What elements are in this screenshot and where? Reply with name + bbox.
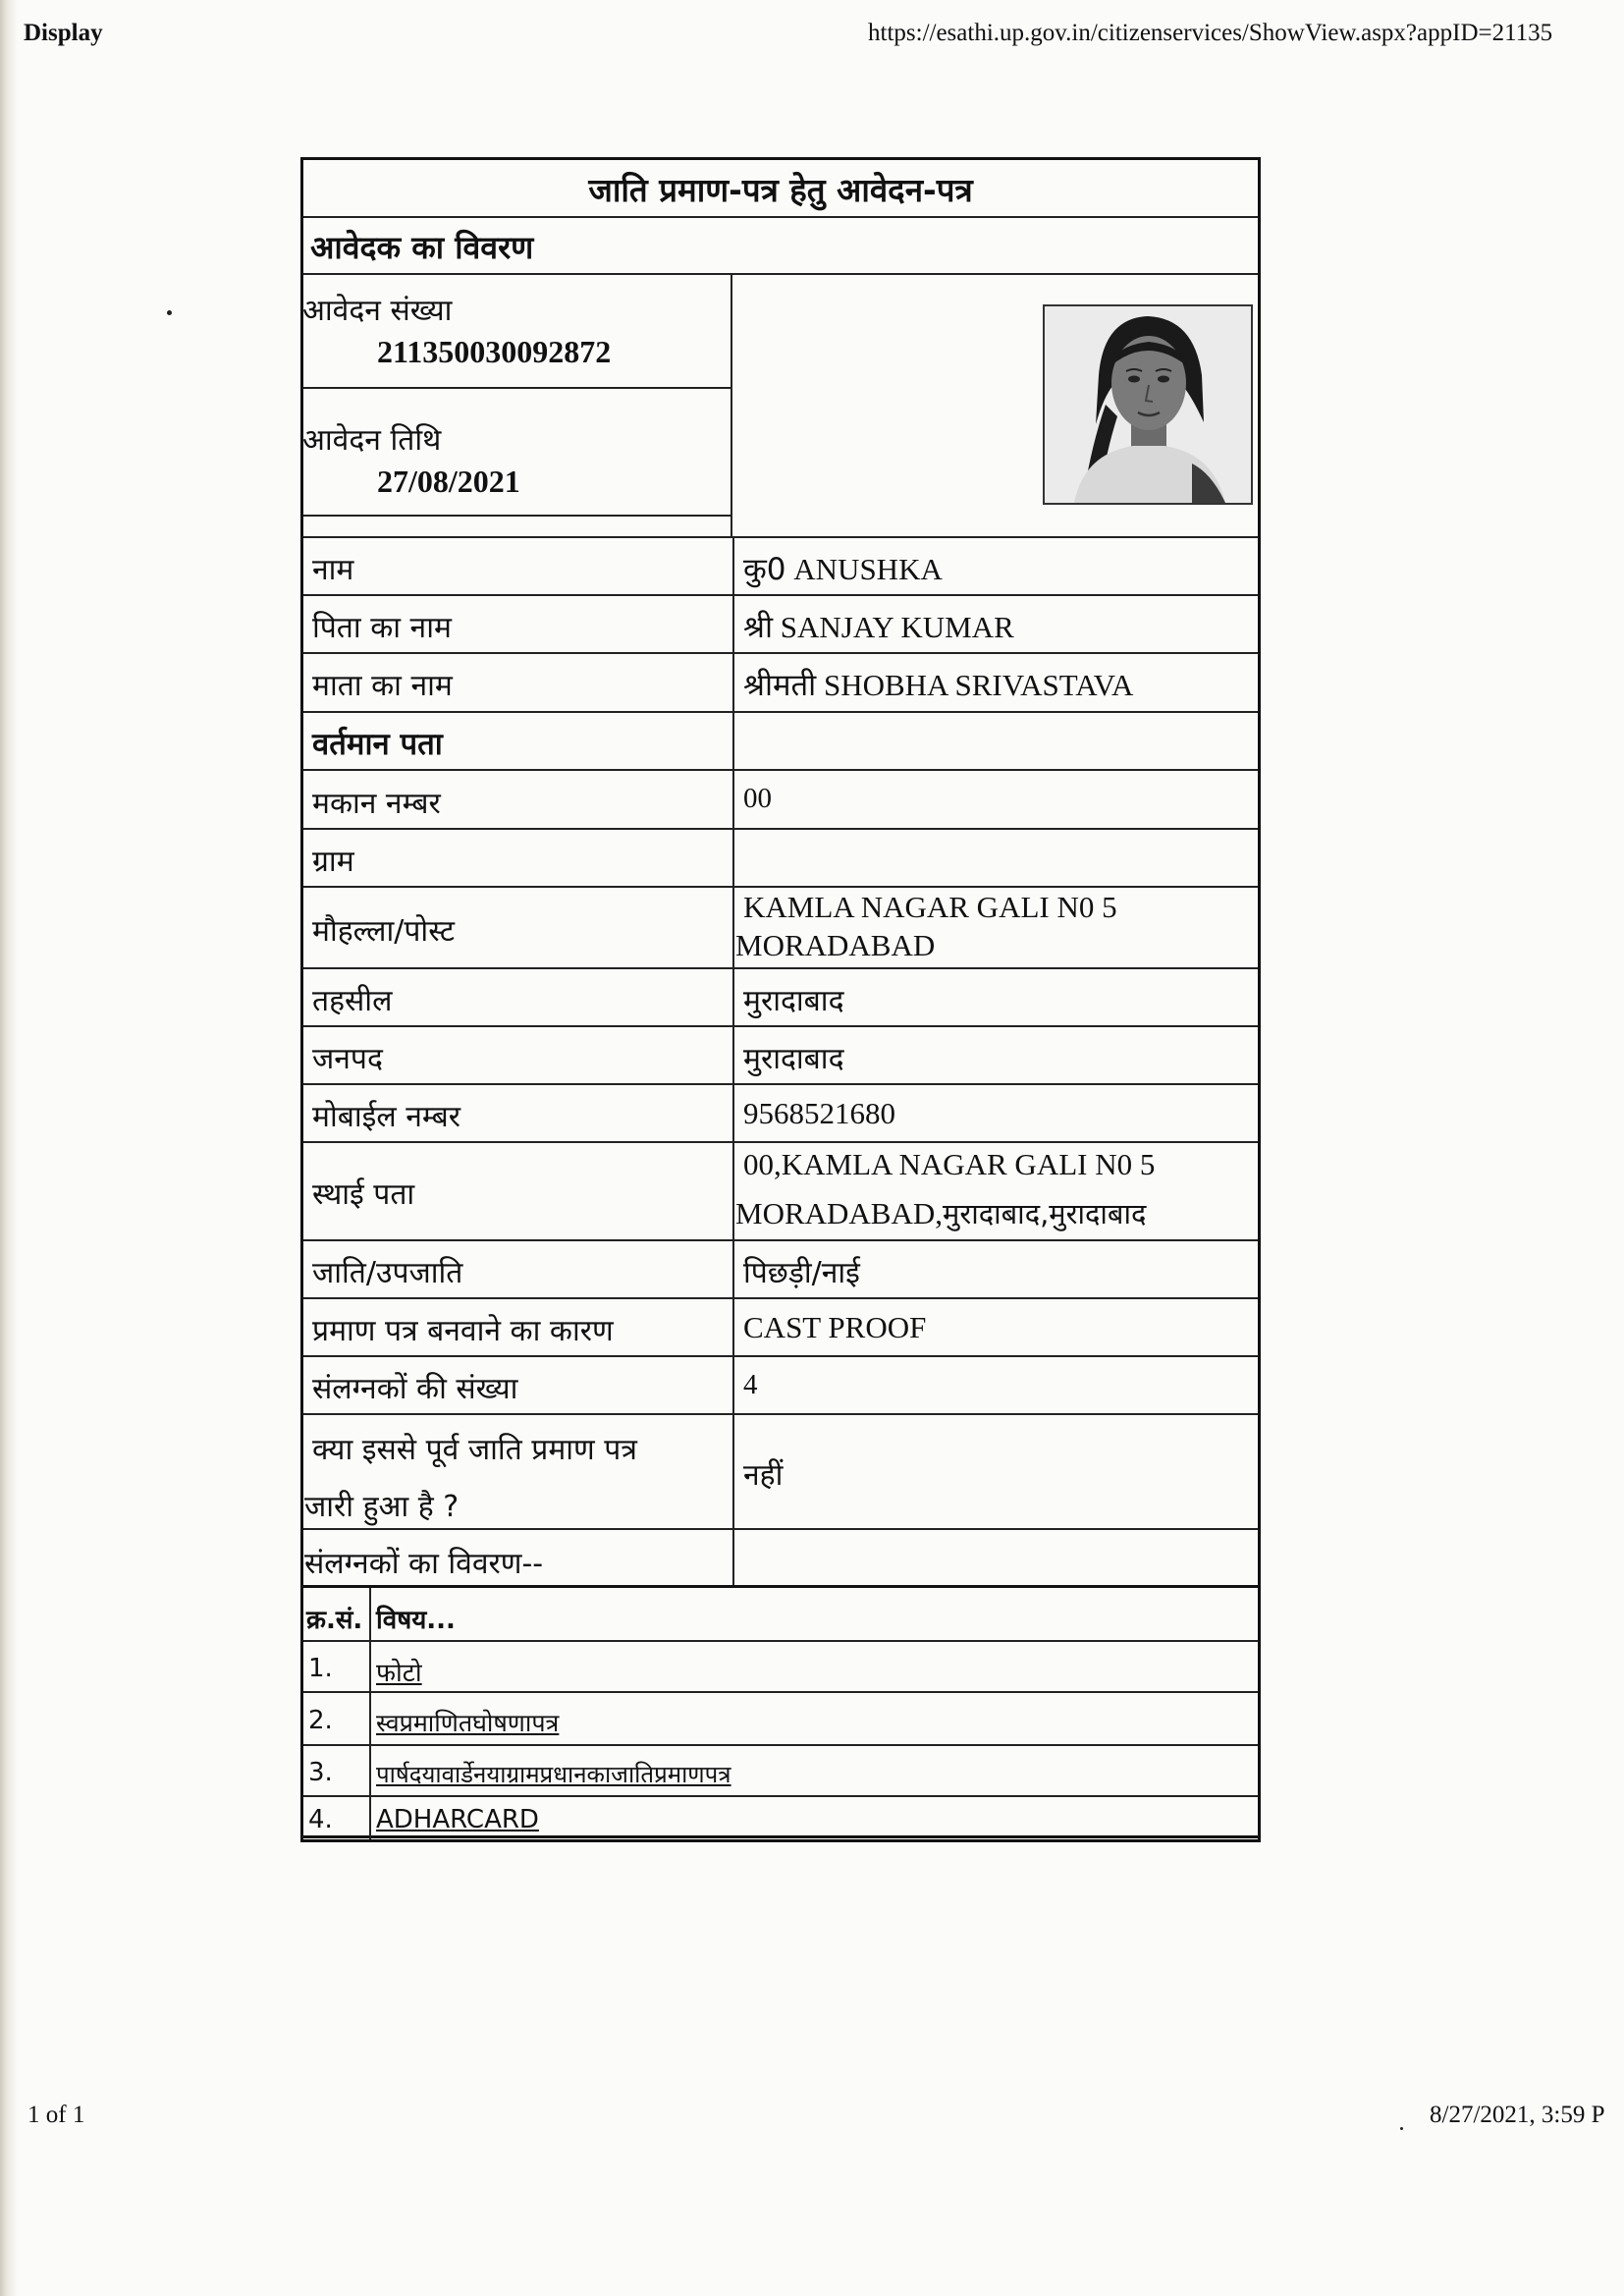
attachments-row-divider — [303, 1691, 1258, 1693]
attachment-link-aadhar-card[interactable]: ADHARCARD — [376, 1805, 539, 1834]
permanent-address-value-line2: MORADABAD,मुरादाबाद,मुरादाबाद — [735, 1196, 1147, 1230]
application-date-value: 27/08/2021 — [377, 464, 520, 499]
locality-post-label: मौहल्ला/पोस्ट — [312, 914, 455, 949]
row-divider — [303, 711, 1258, 713]
applicant-photo — [1043, 304, 1253, 505]
attachment-sr: 2. — [308, 1706, 333, 1735]
attachments-col-sr: क्र.सं. — [306, 1606, 363, 1635]
father-name-label: पिता का नाम — [312, 611, 452, 645]
column-divider — [731, 273, 732, 536]
mother-name-value: श्रीमती SHOBHA SRIVASTAVA — [743, 668, 1134, 703]
reason-label: प्रमाण पत्र बनवाने का कारण — [312, 1314, 614, 1348]
attachments-detail-label: संलग्नकों का विवरण-- — [304, 1547, 544, 1581]
row-divider — [303, 216, 1258, 218]
application-date-label: आवेदन तिथि — [302, 423, 442, 458]
attachments-col-subject: विषय... — [376, 1606, 456, 1635]
row-divider — [303, 886, 1258, 888]
print-footer-timestamp: 8/27/2021, 3:59 P — [1430, 2102, 1605, 2128]
row-divider — [303, 1528, 1258, 1530]
caste-label: जाति/उपजाति — [312, 1256, 463, 1290]
row-divider — [303, 1025, 1258, 1027]
scan-speck — [1400, 2127, 1403, 2130]
tehsil-label: तहसील — [312, 984, 393, 1018]
house-no-value: 00 — [743, 783, 772, 814]
application-no-value: 211350030092872 — [377, 334, 612, 369]
attachment-link-self-declaration[interactable]: स्वप्रमाणितघोषणापत्र — [376, 1709, 560, 1737]
row-divider — [303, 652, 1258, 654]
mobile-number-label: मोबाईल नम्बर — [312, 1100, 461, 1134]
caste-value: पिछड़ी/नाई — [743, 1256, 860, 1290]
application-no-label: आवेदन संख्या — [302, 294, 453, 328]
row-divider — [303, 594, 1258, 596]
row-divider — [303, 828, 1258, 830]
tehsil-value: मुरादाबाद — [743, 984, 844, 1018]
attachments-column-divider — [369, 1588, 371, 1839]
previous-certificate-label-line2: जारी हुआ है ? — [304, 1490, 460, 1524]
column-divider — [732, 536, 734, 1585]
village-label: ग्राम — [312, 845, 354, 879]
attachments-row-divider — [303, 1744, 1258, 1746]
print-header-url: https://esathi.up.gov.in/citizenservices/ShowView.aspx?appID=21135 — [868, 20, 1553, 46]
previous-certificate-value: नहीं — [743, 1458, 784, 1493]
row-divider — [303, 967, 1258, 969]
reason-value: CAST PROOF — [743, 1310, 927, 1344]
row-divider — [303, 1141, 1258, 1143]
locality-value-line1: KAMLA NAGAR GALI N0 5 — [743, 890, 1117, 924]
row-divider — [303, 273, 1258, 275]
attachment-sr: 4. — [308, 1805, 333, 1834]
mobile-number-value: 9568521680 — [743, 1096, 895, 1130]
permanent-address-value-line1: 00,KAMLA NAGAR GALI N0 5 — [743, 1147, 1156, 1181]
attachment-sr: 1. — [308, 1654, 333, 1683]
scan-edge — [0, 0, 18, 2296]
locality-value-line2: MORADABAD — [735, 928, 936, 962]
print-header-title: Display — [24, 20, 103, 46]
row-divider — [303, 1083, 1258, 1085]
attachment-link-councillor-caste-certificate[interactable]: पार्षदयावार्डेनयाग्रामप्रधानकाजातिप्रमाणपत्र — [376, 1761, 731, 1788]
row-divider — [303, 536, 1258, 538]
attachments-count-label: संलग्नकों की संख्या — [312, 1372, 518, 1406]
district-label: जनपद — [312, 1042, 383, 1076]
permanent-address-label: स्थाई पता — [312, 1177, 415, 1212]
row-divider — [303, 769, 1258, 771]
current-address-heading: वर्तमान पता — [312, 727, 443, 762]
print-footer-page: 1 of 1 — [27, 2102, 85, 2128]
form-title: जाति प्रमाण-पत्र हेतु आवेदन-पत्र — [588, 171, 973, 209]
house-no-label: मकान नम्बर — [312, 787, 441, 821]
name-label: नाम — [312, 553, 354, 587]
district-value: मुरादाबाद — [743, 1042, 844, 1076]
applicant-photo-image — [1045, 306, 1251, 503]
row-divider — [303, 515, 731, 517]
previous-certificate-label-line1: क्या इससे पूर्व जाति प्रमाण पत्र — [312, 1433, 637, 1467]
attachment-sr: 3. — [308, 1758, 333, 1787]
attachments-row-divider — [303, 1640, 1258, 1642]
mother-name-label: माता का नाम — [312, 669, 453, 703]
name-value: कु0 ANUSHKA — [743, 552, 943, 587]
row-divider — [303, 1355, 1258, 1357]
row-divider — [303, 1297, 1258, 1299]
row-divider — [303, 387, 731, 389]
row-divider — [303, 1239, 1258, 1241]
attachments-row-divider — [303, 1795, 1258, 1797]
attachment-link-photo[interactable]: फोटो — [376, 1659, 422, 1688]
row-divider — [303, 1413, 1258, 1415]
section-applicant-details: आवेदक का विवरण — [310, 229, 534, 266]
father-name-value: श्री SANJAY KUMAR — [743, 610, 1014, 645]
attachments-count-value: 4 — [743, 1369, 758, 1400]
scan-speck — [167, 310, 172, 315]
